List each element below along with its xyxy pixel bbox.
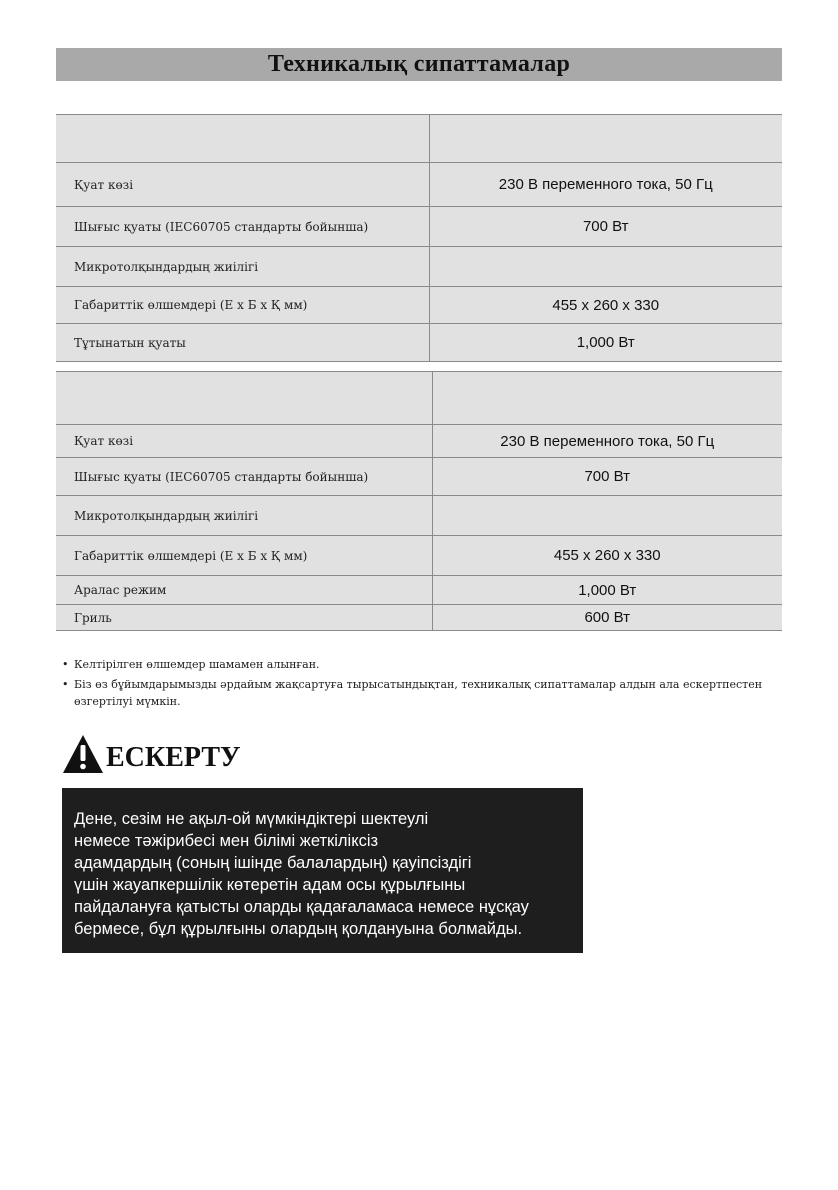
row-value: 230 В переменного тока, 50 Гц xyxy=(429,163,782,207)
warning-line: Дене, сезім не ақыл-ой мүмкіндіктері шектеулі xyxy=(74,810,429,828)
warning-line: бермесе, бұл құрылғыны олардың қолдануына болмайды. xyxy=(74,920,523,938)
row-label: Гриль xyxy=(56,605,432,631)
table-row xyxy=(56,425,782,458)
row-label: Қуат көзі xyxy=(56,163,429,207)
warning-line: немесе тәжірибесі мен білімі жеткіліксіз xyxy=(74,832,379,850)
row-value: 600 Вт xyxy=(432,605,782,631)
warning-box xyxy=(62,788,583,953)
row-value: 455 x 260 x 330 xyxy=(429,287,782,324)
note-item xyxy=(62,656,782,673)
table-row xyxy=(56,458,782,496)
spec-table-2 xyxy=(56,371,782,631)
row-value xyxy=(429,247,782,287)
table-header-row xyxy=(56,372,782,425)
warning-heading xyxy=(62,730,241,774)
note-text: Келтірілген өлшемдер шамамен алынған. xyxy=(74,658,320,671)
row-label: Қуат көзі xyxy=(56,425,432,458)
table-row xyxy=(56,207,782,247)
notes-list xyxy=(62,656,782,713)
table-header-value xyxy=(432,372,782,425)
table-row xyxy=(56,163,782,207)
warning-line: үшін жауапкершілік көтеретін адам осы құрылғыны xyxy=(74,876,466,894)
row-label: Микротолқындардың жиілігі xyxy=(56,247,429,287)
table-row xyxy=(56,247,782,287)
warning-title: ЕСКЕРТУ xyxy=(106,742,241,773)
row-label: Шығыс қуаты (IEC60705 стандарты бойынша) xyxy=(56,458,432,496)
table-row xyxy=(56,287,782,324)
row-value: 1,000 Вт xyxy=(429,324,782,362)
table-row xyxy=(56,576,782,605)
spec-table-1 xyxy=(56,114,782,362)
page-title-bar xyxy=(56,48,782,81)
row-value: 1,000 Вт xyxy=(432,576,782,605)
warning-triangle-icon xyxy=(62,734,104,774)
table-row xyxy=(56,536,782,576)
warning-line: адамдардың (соның ішінде балалардың) қауіпсіздігі xyxy=(74,854,472,872)
row-value: 230 В переменного тока, 50 Гц xyxy=(432,425,782,458)
table-row xyxy=(56,324,782,362)
table-header-row xyxy=(56,115,782,163)
table-header-value xyxy=(429,115,782,163)
row-label: Габариттік өлшемдері (Е х Б х Қ мм) xyxy=(56,287,429,324)
note-text: Біз өз бұйымдарымызды әрдайым жақсартуға тырысатындықтан, техникалық сипаттамалар алдын ала ескертпестен өзгертілуі мүмкін. xyxy=(74,678,763,708)
row-value: 455 x 260 x 330 xyxy=(432,536,782,576)
bullet-icon: • xyxy=(62,678,69,691)
table-header-label xyxy=(56,115,429,163)
row-value: 700 Вт xyxy=(432,458,782,496)
row-value xyxy=(432,496,782,536)
row-label: Габариттік өлшемдері (Е х Б х Қ мм) xyxy=(56,536,432,576)
row-label: Шығыс қуаты (IEC60705 стандарты бойынша) xyxy=(56,207,429,247)
note-item xyxy=(62,676,782,710)
bullet-icon: • xyxy=(62,658,69,671)
row-value: 700 Вт xyxy=(429,207,782,247)
table-header-label xyxy=(56,372,432,425)
row-label: Тұтынатын қуаты xyxy=(56,324,429,362)
row-label: Микротолқындардың жиілігі xyxy=(56,496,432,536)
table-row xyxy=(56,605,782,631)
row-label: Аралас режим xyxy=(56,576,432,605)
table-row xyxy=(56,496,782,536)
page-title: Техникалық сипаттамалар xyxy=(267,51,571,77)
warning-line: пайдалануға қатысты оларды қадағаламаса немесе нұсқау xyxy=(74,898,529,916)
